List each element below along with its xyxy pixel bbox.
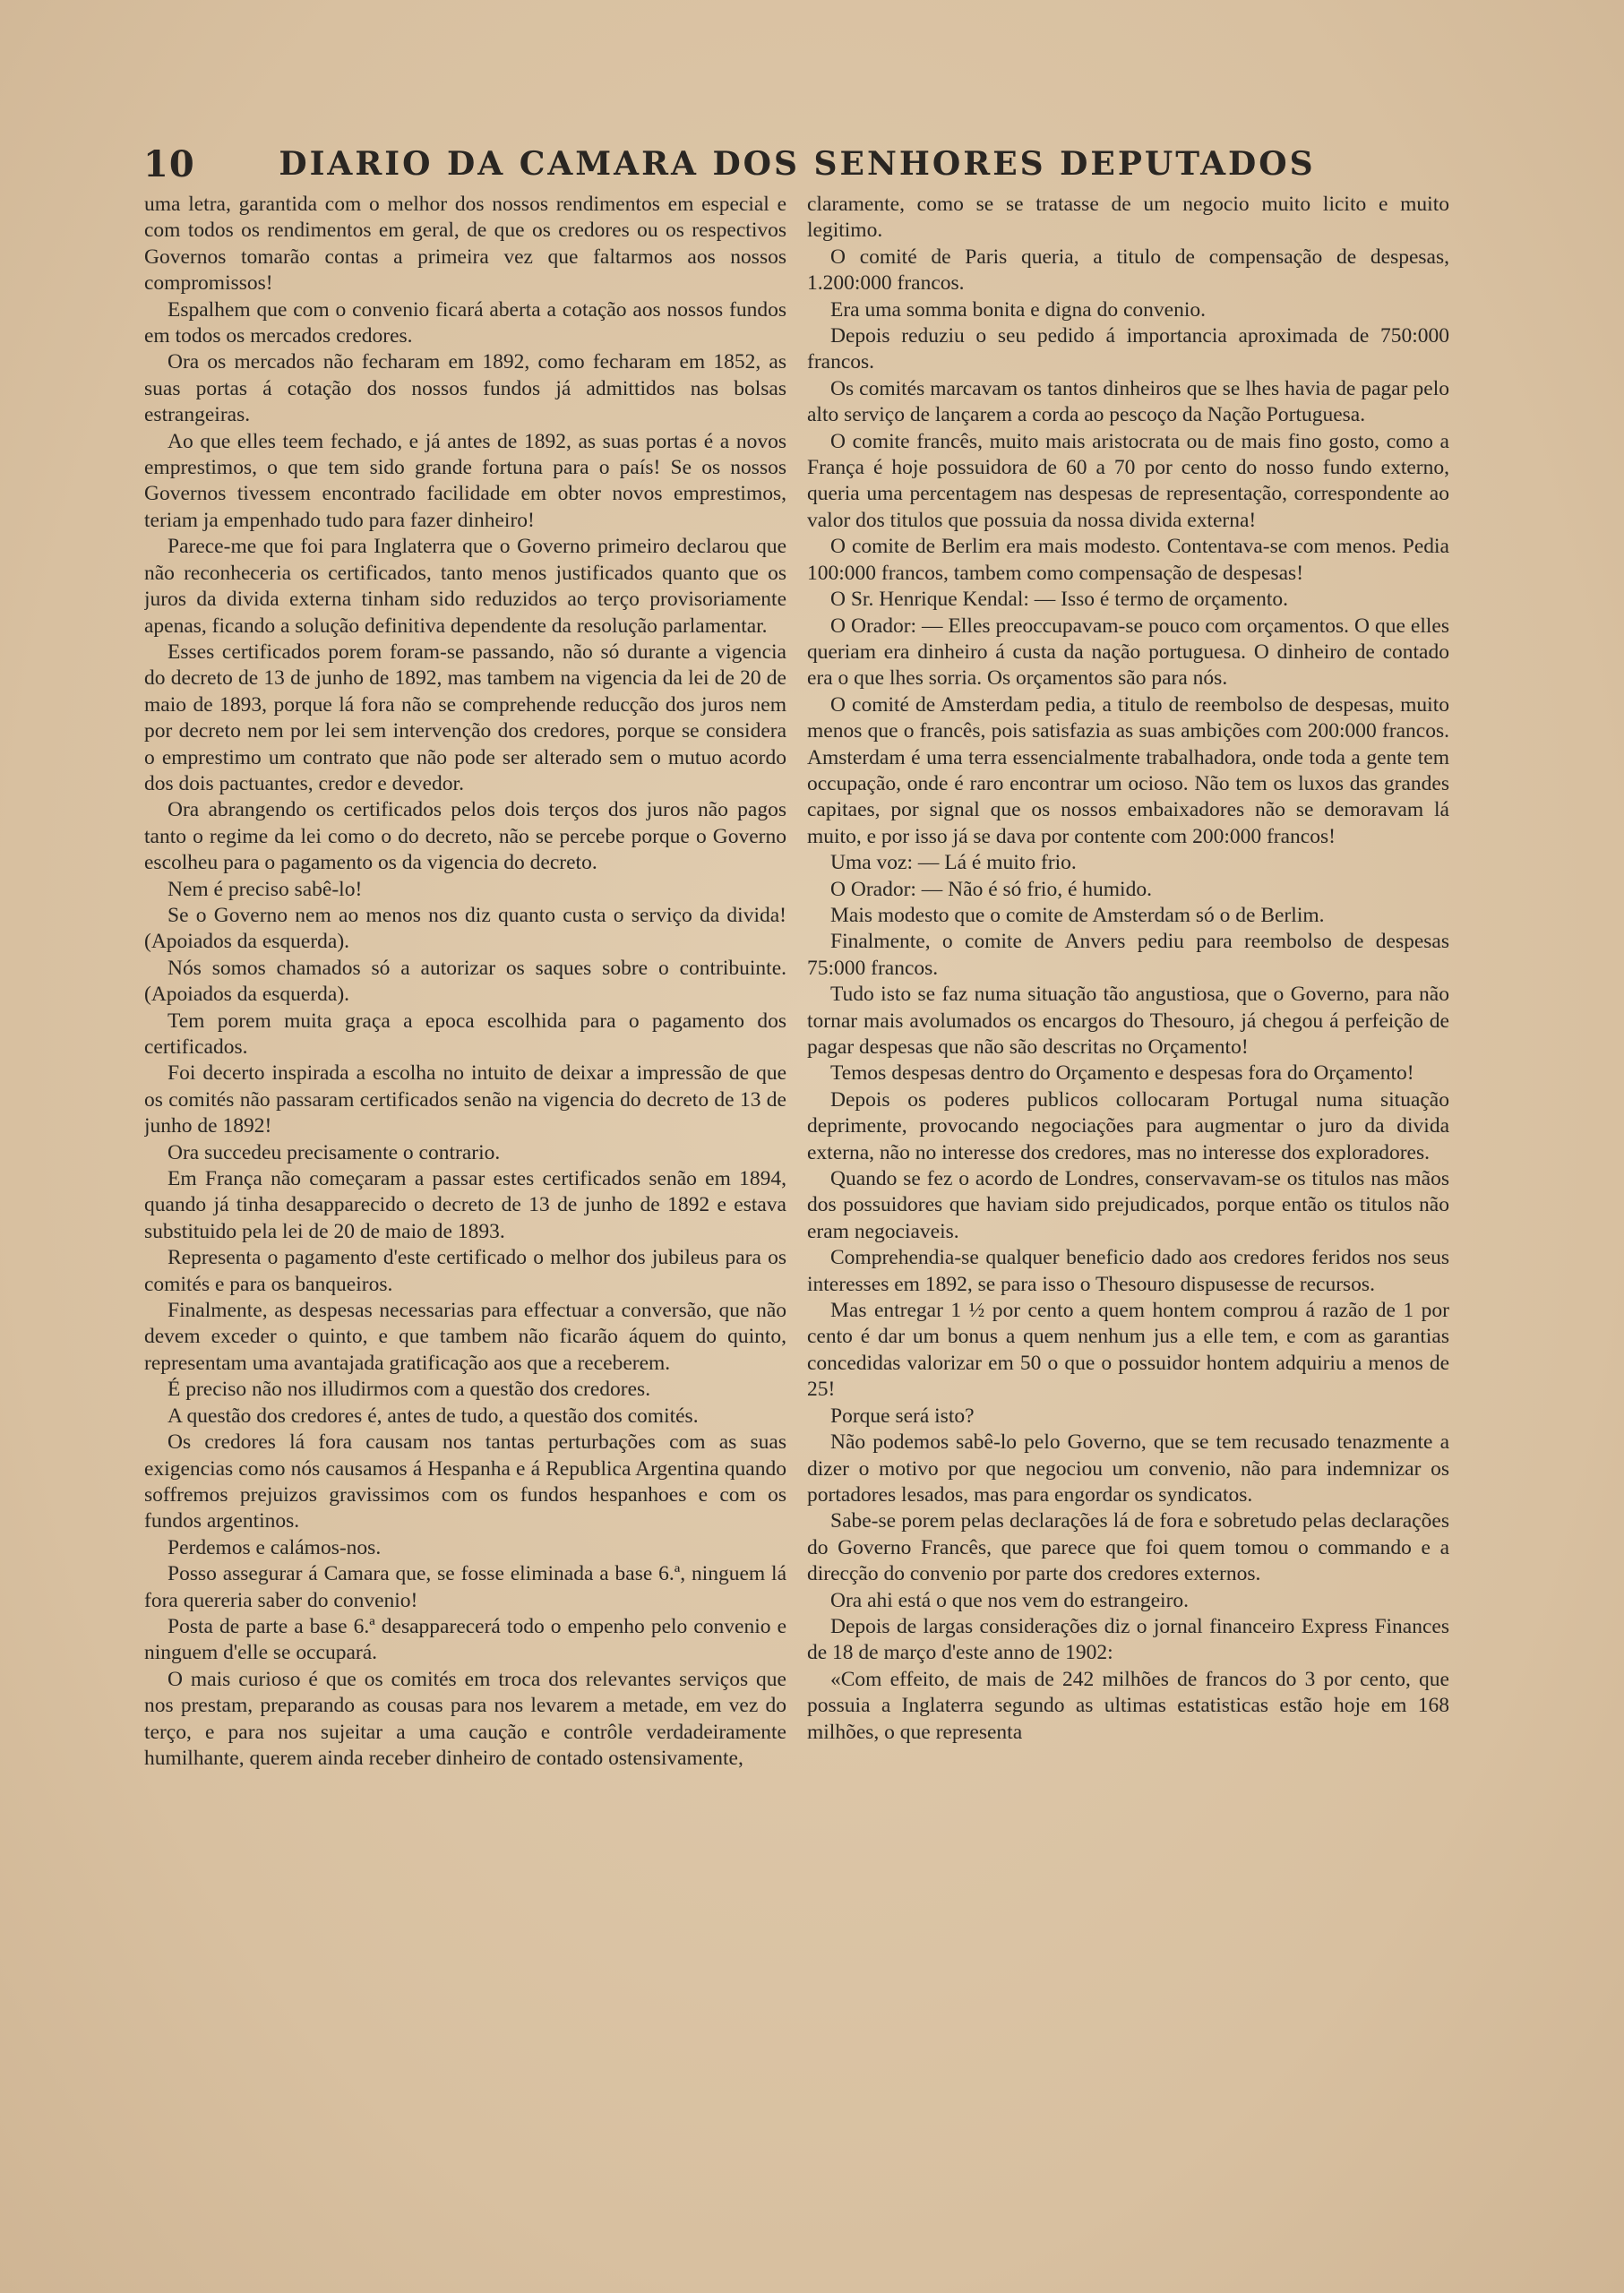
paragraph: Representa o pagamento d'este certificado o melhor dos jubileus para os comités e para os banqueiros.: [144, 1246, 786, 1296]
paragraph: Comprehendia-se qualquer beneficio dado aos credores feridos nos seus interesses em 1892, se para isso o Thesouro dispusesse de recursos.: [807, 1246, 1449, 1296]
page-header: [143, 143, 1451, 186]
paragraph: O comité de Paris queria, a titulo de compensação de despesas, 1.200:000 francos.: [807, 245, 1449, 296]
paragraph: O comite francês, muito mais aristocrata ou de mais fino gosto, como a França é hoje possuidora de 60 a 70 por cento do nosso fundo externo, queria uma percentagem nas despesas de representação, correspondente ao valor dos titulos que possuia da nossa divida externa!: [807, 429, 1449, 532]
speaker-paragraph: O Orador: — Elles preoccupavam-se pouco com orçamentos. O que elles queriam era dinheiro á custa da nação portuguesa. O dinheiro de contado era o que lhes sorria. Os orçamentos são para nós.: [807, 614, 1449, 691]
paragraph: É preciso não nos illudirmos com a questão dos credores.: [168, 1378, 651, 1402]
paragraph: Mais modesto que o comite de Amsterdam só o de Berlim.: [830, 903, 1325, 927]
paragraph: Depois de largas considerações diz o jornal financeiro Express Finances de 18 de março d'este anno de 1902:: [807, 1614, 1449, 1665]
paragraph: Tudo isto se faz numa situação tão angustiosa, que o Governo, para não tornar mais avolumados os encargos do Thesouro, já chegou á perfeição de pagar despesas que não são descritas no Orçamento!: [807, 983, 1449, 1059]
paragraph: Posta de parte a base 6.ª desapparecerá todo o empenho pelo convenio e ninguem d'elle se occupará.: [144, 1614, 786, 1665]
paragraph: Ao que elles teem fechado, e já antes de 1892, as suas portas é a novos emprestimos, o que tem sido grande fortuna para o país! Se os nossos Governos tivessem encontrado facilidade em obter novos emprestimos, teriam ja empenhado tudo para fazer dinheiro!: [144, 429, 786, 532]
paragraph: Foi decerto inspirada a escolha no intuito de deixar a impressão de que os comités não passaram certificados senão na vigencia do decreto de 13 de junho de 1892!: [144, 1061, 786, 1138]
paragraph: Posso assegurar á Camara que, se fosse eliminada a base 6.ª, ninguem lá fora quereria saber do convenio!: [144, 1562, 786, 1612]
paragraph: Depois reduziu o seu pedido á importancia aproximada de 750:000 francos.: [807, 324, 1449, 374]
paragraph: Ora os mercados não fecharam em 1892, como fecharam em 1852, as suas portas á cotação dos nossos fundos já admittidos nas bolsas estrangeiras.: [144, 350, 786, 427]
paragraph: Em França não começaram a passar estes certificados senão em 1894, quando já tinha desapparecido o decreto de 13 de junho de 1892 e estava substituido pela lei de 20 de maio de 1893.: [144, 1167, 786, 1243]
right-column: [807, 192, 1449, 2270]
paragraph: Parece-me que foi para Inglaterra que o Governo primeiro declarou que não reconheceria os certificados, tanto menos justificados quanto que os juros da divida externa tinham sido reduzidos ao terço provisoriamente apenas, ficando a solução definitiva dependente da resolução parlamentar.: [144, 535, 786, 638]
paragraph: Nós somos chamados só a autorizar os saques sobre o contribuinte. (Apoiados da esquerda).: [144, 956, 786, 1007]
paragraph: uma letra, garantida com o melhor dos nossos rendimentos em especial e com todos os rendimentos em geral, de que os credores ou os respectivos Governos tomarão contas a primeira vez que faltarmos aos nossos compromissos!: [144, 193, 786, 296]
paragraph: Nem é preciso sabê-lo!: [168, 877, 363, 901]
paragraph: Quando se fez o acordo de Londres, conservavam-se os titulos nas mãos dos possuidores que haviam sido prejudicados, porque então os titulos não eram negociaveis.: [807, 1167, 1449, 1243]
left-column: [144, 192, 786, 2270]
paragraph: Sabe-se porem pelas declarações lá de fora e sobretudo pelas declarações do Governo Francês, que parece que foi quem tomou o commando e a direcção do convenio por parte dos credores externos.: [807, 1509, 1449, 1586]
paragraph: O comite de Berlim era mais modesto. Contentava-se com menos. Pedia 100:000 francos, tambem como compensação de despesas!: [807, 535, 1449, 585]
page-number: 10: [143, 143, 195, 185]
paragraph: Depois os poderes publicos collocaram Portugal numa situação deprimente, provocando negociações para augmentar o juro da divida externa, não no interesse dos credores, mas no interesse dos exploradores.: [807, 1087, 1449, 1164]
paragraph: A questão dos credores é, antes de tudo, a questão dos comités.: [168, 1404, 699, 1428]
paragraph: Era uma somma bonita e digna do convenio.: [830, 297, 1206, 322]
paragraph: Porque será isto?: [830, 1404, 975, 1428]
paragraph: Esses certificados porem foram-se passando, não só durante a vigencia do decreto de 13 de junho de 1892, mas tambem na vigencia da lei de 20 de maio de 1893, porque lá fora não se comprehende reducção dos juros nem por decreto nem por lei sem intervenção dos credores, porque se considera o emprestimo um contrato que não pode ser alterado sem o mutuo acordo dos dois pactuantes, credor e devedor.: [144, 640, 786, 795]
paragraph: Se o Governo nem ao menos nos diz quanto custa o serviço da divida! (Apoiados da esquerda).: [144, 903, 786, 954]
paragraph: O comité de Amsterdam pedia, a titulo de reembolso de despesas, muito menos que o francês, pois satisfazia as suas ambições com 200:000 francos. Amsterdam é uma terra essencialmente trabalhadora, onde toda a gente tem occupação, onde é raro encontrar um ocioso. Não tem os luxos das grandes capitaes, por signal que os nossos embaixadores não se demoravam lá muito, e por isso já se dava por contente com 200:000 francos!: [807, 692, 1449, 848]
speaker-paragraph: O Sr. Henrique Kendal: — Isso é termo de orçamento.: [830, 588, 1288, 612]
paragraph: Ora abrangendo os certificados pelos dois terços dos juros não pagos tanto o regime da lei como o do decreto, não se percebe porque o Governo escolheu para o pagamento os da vigencia do decreto.: [144, 798, 786, 875]
paragraph: «Com effeito, de mais de 242 milhões de francos do 3 por cento, que possuia a Inglaterra segundo as ultimas estatisticas estão hoje em 168 milhões, o que representa: [807, 1667, 1449, 1744]
speaker-paragraph: Uma voz: — Lá é muito frio.: [830, 851, 1077, 875]
paragraph: Os credores lá fora causam nos tantas perturbações com as suas exigencias como nós causamos á Hespanha e á Republica Argentina quando soffremos prejuizos gravissimos com os fundos hespanhoes e com os fundos argentinos.: [144, 1430, 786, 1533]
paragraph: Temos despesas dentro do Orçamento e despesas fora do Orçamento!: [830, 1061, 1414, 1086]
paragraph: O mais curioso é que os comités em troca dos relevantes serviços que nos prestam, preparando as cousas para nos levarem a metade, em vez do terço, e para nos sujeitar a uma caução e contrôle verdadeiramente humilhante, querem ainda receber dinheiro de contado ostensivamente,: [144, 1667, 786, 1770]
paragraph: Ora succedeu precisamente o contrario.: [168, 1140, 501, 1164]
paragraph: Perdemos e calámos-nos.: [168, 1535, 382, 1559]
paragraph: Os comités marcavam os tantos dinheiros que se lhes havia de pagar pelo alto serviço de lançarem a corda ao pescoço da Nação Portuguesa.: [807, 376, 1449, 427]
paragraph: Tem porem muita graça a epoca escolhida para o pagamento dos certificados.: [144, 1009, 786, 1059]
paragraph: Finalmente, as despesas necessarias para effectuar a conversão, que não devem exceder o quinto, e que tambem não ficarão áquem do quinto, representam uma avantajada gratificação aos que a receberem.: [144, 1299, 786, 1375]
paragraph: claramente, como se se tratasse de um negocio muito licito e muito legitimo.: [807, 193, 1449, 243]
paragraph: Finalmente, o comite de Anvers pediu para reembolso de despesas 75:000 francos.: [807, 930, 1449, 980]
speaker-paragraph: O Orador: — Não é só frio, é humido.: [830, 877, 1152, 901]
running-title: DIARIO DA CAMARA DOS SENHORES DEPUTADOS: [279, 145, 1316, 183]
paragraph: Não podemos sabê-lo pelo Governo, que se tem recusado tenazmente a dizer o motivo por que negociou um convenio, não para indemnizar os portadores lesados, mas para engordar os syndicatos.: [807, 1430, 1449, 1507]
paragraph: Mas entregar 1 ½ por cento a quem hontem comprou á razão de 1 por cento é dar um bonus a quem nenhum jus a elle tem, e com as garantias concedidas valorizar em 50 o que o possuidor hontem adquiriu a menos de 25!: [807, 1299, 1449, 1402]
paragraph: Espalhem que com o convenio ficará aberta a cotação aos nossos fundos em todos os mercados credores.: [144, 297, 786, 348]
paragraph: Ora ahi está o que nos vem do estrangeiro.: [830, 1588, 1190, 1612]
